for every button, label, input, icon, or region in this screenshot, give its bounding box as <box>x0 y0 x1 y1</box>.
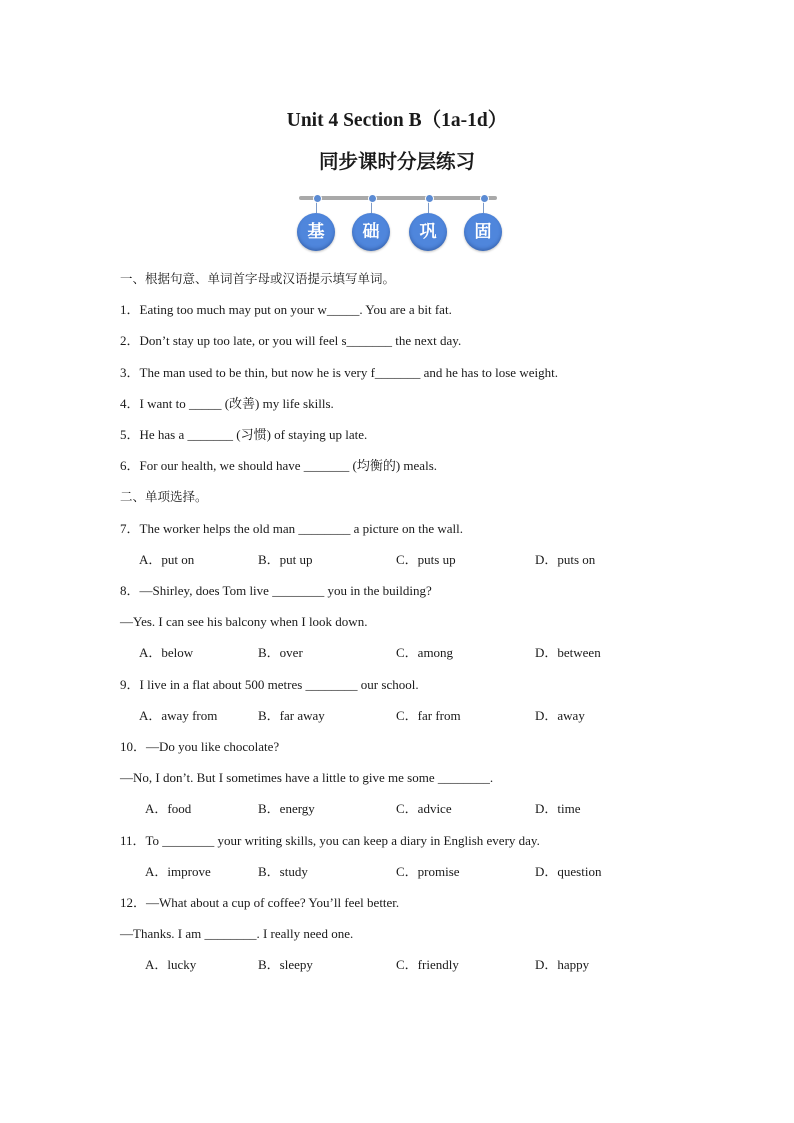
option-d: D．time <box>535 801 581 816</box>
option-d: D．question <box>535 864 602 879</box>
option-b: B．put up <box>258 552 313 567</box>
question-10: 10．—Do you like chocolate? <box>120 739 280 754</box>
fill-item-4: 4．I want to _____ (改善) my life skills. <box>120 396 334 411</box>
fill-item-1: 1．Eating too much may put on your w_____. You are a bit fat. <box>120 302 452 317</box>
option-a: A．lucky <box>145 957 197 972</box>
option-a: A．below <box>139 645 194 660</box>
option-b: B．far away <box>258 708 325 723</box>
option-b: B．over <box>258 645 303 660</box>
option-b: B．study <box>258 864 308 879</box>
basic-consolidation-banner <box>297 194 501 254</box>
option-c: C．puts up <box>396 552 456 567</box>
banner-char: 础 <box>352 213 390 251</box>
option-c: C．advice <box>396 801 452 816</box>
option-a: A．put on <box>139 552 195 567</box>
question-12-answer-line: —Thanks. I am ________. I really need one. <box>120 926 354 941</box>
option-d: D．away <box>535 708 585 723</box>
question-10-answer-line: —No, I don’t. But I sometimes have a little to give me some ________. <box>120 770 494 785</box>
fill-item-5: 5．He has a _______ (习惯) of staying up late. <box>120 427 368 442</box>
option-d: D．happy <box>535 957 590 972</box>
page-title: Unit 4 Section B（1a-1d） <box>286 110 508 131</box>
page-subtitle: 同步课时分层练习 <box>318 150 475 173</box>
option-c: C．among <box>396 645 454 660</box>
question-12: 12．—What about a cup of coffee? You’ll feel better. <box>120 895 400 910</box>
banner-char: 巩 <box>409 213 447 251</box>
fill-item-2: 2．Don’t stay up too late, or you will feel s_______ the next day. <box>120 333 462 348</box>
question-8-answer-line: —Yes. I can see his balcony when I look down. <box>120 614 368 629</box>
option-d: D．between <box>535 645 601 660</box>
option-a: A．improve <box>145 864 211 879</box>
section-2-heading: 二、单项选择。 <box>120 489 208 504</box>
banner-item-1 <box>297 194 337 252</box>
option-a: A．away from <box>139 708 218 723</box>
banner-item-4 <box>464 194 504 252</box>
question-11: 11．To ________ your writing skills, you can keep a diary in English every day. <box>120 833 540 848</box>
fill-item-3: 3．The man used to be thin, but now he is very f_______ and he has to lose weight. <box>120 365 558 380</box>
banner-char: 基 <box>297 213 335 251</box>
section-1-heading: 一、根据句意、单词首字母或汉语提示填写单词。 <box>120 271 396 286</box>
option-c: C．promise <box>396 864 460 879</box>
option-b: B．sleepy <box>258 957 313 972</box>
question-7: 7．The worker helps the old man ________ a picture on the wall. <box>120 521 463 536</box>
banner-char: 固 <box>464 213 502 251</box>
option-b: B．energy <box>258 801 315 816</box>
option-c: C．far from <box>396 708 461 723</box>
banner-item-3 <box>409 194 449 252</box>
question-9: 9．I live in a flat about 500 metres ________ our school. <box>120 677 419 692</box>
option-c: C．friendly <box>396 957 459 972</box>
fill-item-6: 6．For our health, we should have _______ (均衡的) meals. <box>120 458 438 473</box>
option-d: D．puts on <box>535 552 596 567</box>
option-a: A．food <box>145 801 192 816</box>
banner-item-2 <box>352 194 392 252</box>
question-8: 8．—Shirley, does Tom live ________ you in the building? <box>120 583 432 598</box>
